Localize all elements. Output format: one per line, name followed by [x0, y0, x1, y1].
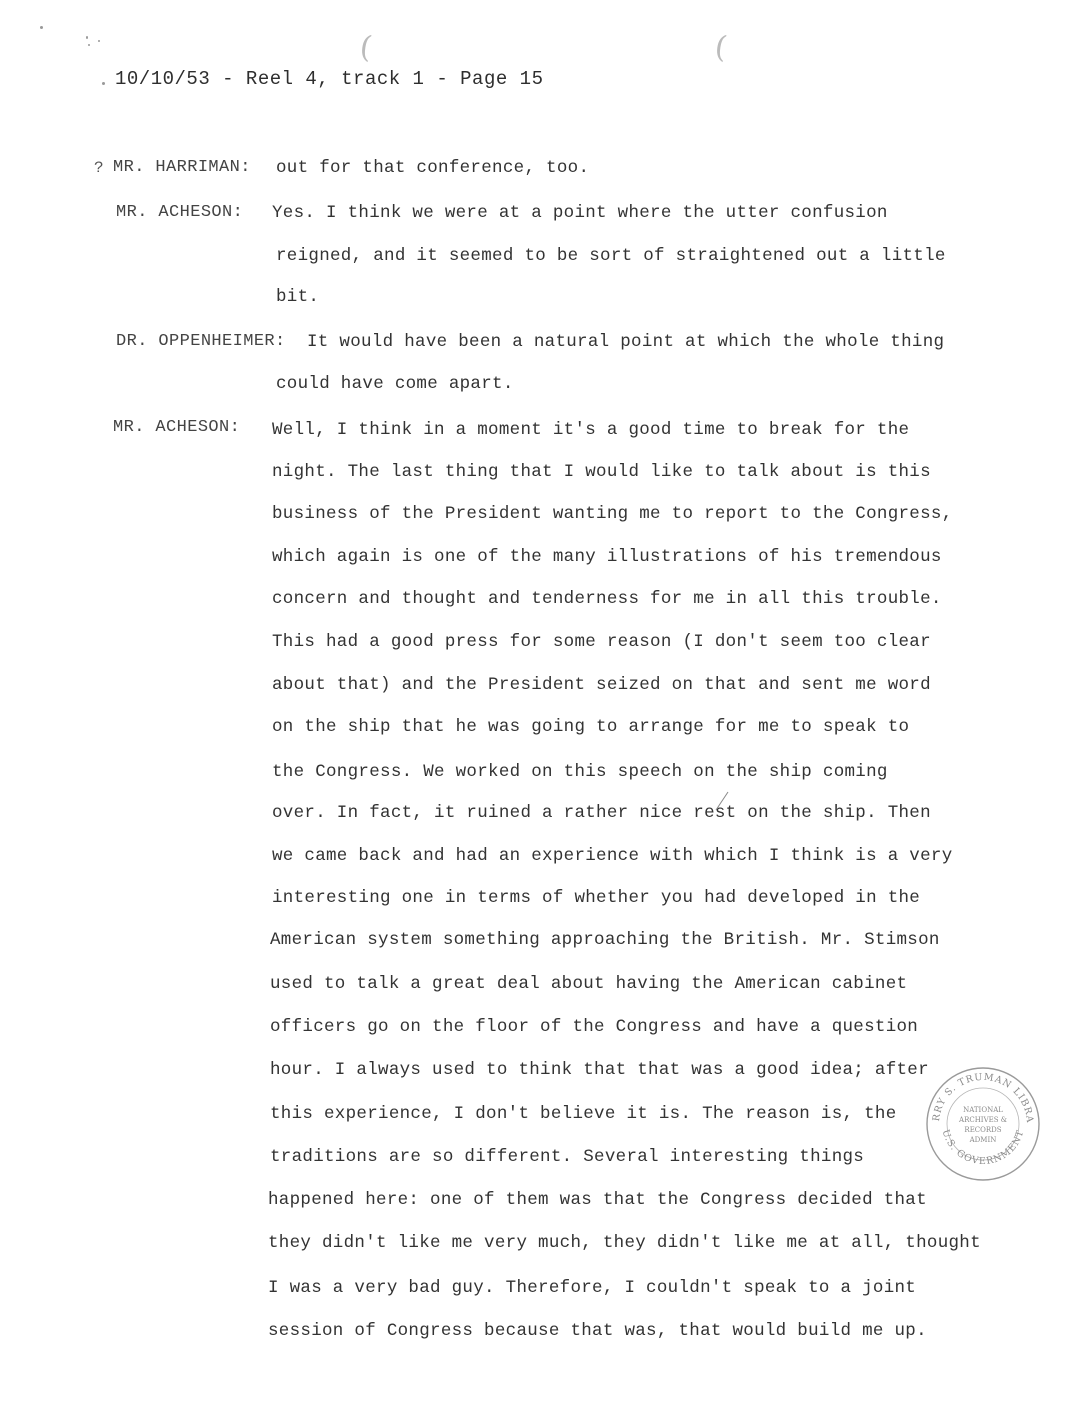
stamp-center-line: RECORDS [964, 1126, 1002, 1134]
transcript-line: bit. [276, 287, 320, 307]
transcript-line: on the ship that he was going to arrange for me to speak to [272, 717, 910, 737]
transcript-line: concern and thought and tenderness for me in all this trouble. [272, 589, 942, 609]
speaker-label: MR. HARRIMAN: [113, 158, 251, 177]
transcript-line: interesting one in terms of whether you had developed in the [272, 888, 921, 908]
transcript-line: traditions are so different. Several interesting things [270, 1147, 865, 1167]
stamp-bottom-text: U.S. GOVERNMENT [939, 1128, 1027, 1168]
archive-stamp-seal [925, 1066, 1041, 1182]
transcript-line: hour. I always used to think that that was a good idea; after [270, 1060, 929, 1080]
transcript-line: night. The last thing that I would like to talk about is this [272, 462, 931, 482]
transcript-line: American system something approaching the British. Mr. Stimson [270, 930, 940, 950]
transcript-line: officers go on the floor of the Congress and have a question [270, 1017, 919, 1037]
archive-stamp [925, 1066, 1041, 1182]
transcript-line: over. In fact, it ruined a rather nice rest on the ship. Then [272, 803, 931, 823]
transcript-line: reigned, and it seemed to be sort of straightened out a little [276, 246, 946, 266]
speaker-label: MR. ACHESON: [116, 203, 244, 222]
speaker-label: MR. ACHESON: [113, 418, 241, 437]
transcript-line: which again is one of the many illustrations of his tremendous [272, 547, 942, 567]
transcript-line: It would have been a natural point at which the whole thing [307, 332, 945, 352]
stamp-center-line: NATIONAL [963, 1106, 1003, 1114]
scan-paren-left: ( [357, 29, 375, 66]
stamp-center-line: ADMIN [969, 1136, 997, 1144]
scan-paren-right: ( [712, 29, 730, 66]
transcript-line: this experience, I don't believe it is. The reason is, the [270, 1104, 897, 1124]
pen-stroke-mark [712, 790, 732, 812]
page-header: 10/10/53 - Reel 4, track 1 - Page 15 [115, 68, 544, 90]
margin-question-mark: ? [94, 159, 104, 177]
transcript-line: This had a good press for some reason (I don't seem too clear [272, 632, 931, 652]
transcript-line: business of the President wanting me to report to the Congress, [272, 504, 953, 524]
transcript-line: we came back and had an experience with which I think is a very [272, 846, 953, 866]
svg-text:U.S. GOVERNMENT [940, 1128, 1027, 1167]
transcript-line: Yes. I think we were at a point where the utter confusion [272, 203, 888, 223]
speaker-label: DR. OPPENHEIMER: [116, 332, 286, 351]
transcript-line: used to talk a great deal about having the American cabinet [270, 974, 908, 994]
stamp-top-text: RRY S. TRUMAN LIBRA [930, 1071, 1036, 1124]
transcript-line: happened here: one of them was that the Congress decided that [268, 1190, 927, 1210]
scan-specks [38, 22, 118, 62]
transcript-line: about that) and the President seized on that and sent me word [272, 675, 931, 695]
transcript-line: I was a very bad guy. Therefore, I couldn't speak to a joint [268, 1278, 917, 1298]
transcript-line: Well, I think in a moment it's a good time to break for the [272, 420, 910, 440]
transcript-line: could have come apart. [276, 374, 514, 394]
stamp-center-line: ARCHIVES & [959, 1116, 1007, 1124]
transcript-line: session of Congress because that was, that would build me up. [268, 1321, 927, 1341]
transcript-line: they didn't like me very much, they didn't like me at all, thought [268, 1233, 981, 1253]
transcript-line: out for that conference, too. [276, 158, 590, 178]
transcript-line: the Congress. We worked on this speech on the ship coming [272, 762, 888, 782]
